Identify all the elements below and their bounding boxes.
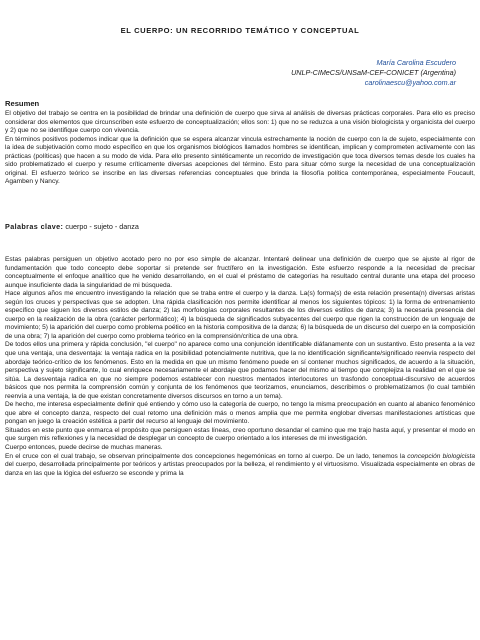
keywords-label: Palabras clave: [5,222,64,231]
emphasis-text: concepción biologicista [407,452,475,460]
abstract-body [5,110,475,187]
body-paragraph: Cuerpo entonces, puede decirse de muchas maneras. [5,444,163,452]
body-paragraph: Hace algunos años me encuentro investigando la relación que se traba entre el cuerpo y la danza. La(s) forma(s) de esta relación presenta(n) diversas aristas según los cruces y perspectivas que se adopten. Una rápida clasificación nos permite identificar al menos los siguientes tópicos: 1) la forma de entrenamiento específico que siguen los diversos estilos de danza; 2) las morfologías corporales resultantes de los diversos estilos de danza; 3) la necesaria presencia del cuerpo en la realización de la obra (carácter performático); 4) la búsqueda de significados subyacentes del cuerpo que rigen la construcción de un lenguaje de movimiento; 5) la aparición del cuerpo como problema poético en la historia compositiva de la danza; 6) la búsqueda de un discurso del cuerpo en la composición de una obra; 7) la aparición del cuerpo como problema teórico en la comprensión/crítica de una obra. [5,290,475,340]
keywords-values: cuerpo - sujeto - danza [65,222,139,231]
keywords-line [5,222,139,231]
body-text: En el cruce con el cual trabajo, se observan principalmente dos concepciones hegemónicas en torno al cuerpo. De un lado, tenemos la [5,452,408,460]
body-paragraph: Situados en este punto que enmarca el propósito que persiguen estas líneas, creo oportuno desandar el camino que me trajo hasta aquí, y presentar el modo en que surgen mis reflexiones y la necesidad de desplegar un concepto de cuerpo orientado a los intereses de mi investigación. [5,426,475,443]
author-affiliation: UNLP-CIMeCS/UNSaM-CEF-CONICET (Argentina) [291,68,456,77]
body-paragraph: Estas palabras persiguen un objetivo acotado pero no por eso simple de alcanzar. Intentaré delinear una definición de cuerpo que se ajuste al rigor de fundamentación que todo concepto debe soportar si pretende ser fructífero en la investigación. Este esfuerzo responde a la necesidad de precisar conceptualmente el enfoque analítico que he venido desarrollando, en el cual el préstamo de categorías ha resultado central durante una etapa del proceso aunque insuficiente dada la singularidad de mi búsqueda. [5,256,475,289]
paper-title: EL CUERPO: UN RECORRIDO TEMÁTICO Y CONCEPTUAL [120,26,360,35]
body-paragraph: De hecho, me interesa especialmente definir qué entiendo y cómo uso la categoría de cuerpo, no tengo la misma preocupación en cuanto al abanico fenoménico que abre el concepto danza, respecto del cual retomo una definición más o menos amplia que me permita englobar diversas manifestaciones artísticas que pongan en juego la creación estética a partir del recurso al lenguaje del movimiento. [5,401,475,426]
author-email[interactable]: carolinaescu@yahoo.com.ar [364,78,456,87]
abstract-paragraph: El objetivo del trabajo se centra en la posibilidad de brindar una definición de cuerpo que sirva al análisis de diversas prácticas corporales. Para ello es preciso considerar dos elementos que circunscriben este esfuerzo de conceptualización; ellos son: 1) que no se reduzca a una visión biologicista y organicista del cuerpo y 2) que no se identifique cuerpo con vivencia. [5,110,475,135]
body-paragraph: De todos ellos una primera y rápida conclusión, "el cuerpo" no aparece como una conjunción identificable diáfanamente con un sustantivo. Esto presenta a la vez que una ventaja, una desventaja: la ventaja radica en la posibilidad potencialmente nutritiva, que la no identificación significante/significado reenvía respecto del abordaje teórico-crítico de los fenómenos. Esto en la medida en que un mismo fenómeno puede en sí contener muchos significados, de acuerdo a la situación, perspectiva y sujeto significante, lo cual enriquece necesariamente el abordaje que podamos hacer del mismo al tiempo que complejiza la realidad en el que se sitúa. La desventaja radica en que no siempre podemos establecer con nuestros mentados interlocutores un trasfondo conceptual-discursivo de acuerdos básicos que nos permita la comprensión común y conjunta de los fenómenos que teorizamos, enunciamos, describimos o problematizamos (lo cual también reenvía a una ventaja, la de que existan concretamente diversos discursos en torno a un tema). [5,341,475,400]
author-name: María Carolina Escudero [376,58,456,67]
abstract-heading: Resumen [5,99,40,108]
main-body [5,256,475,478]
abstract-paragraph: En términos positivos podemos indicar que la definición que se espera alcanzar vincula estrechamente la noción de cuerpo con la de sujeto, especialmente con la idea de subjetivación como modo específico en que los organismos biológicos llamados hombres se identifican, implican y comprometen activamente con las prácticas (políticas) que hacen a su modo de vida. Para ello presento sintéticamente un recorrido de investigación que toca diversos temas desde los cuales ha sido problematizado el cuerpo y resume críticamente diversas acepciones del término. Esto para situar cómo surge la necesidad de una conceptualización original. El esfuerzo teórico se inscribe en las diversas referencias conceptuales que brinda la filosofía política contemporánea, especialmente Foucault, Agamben y Nancy. [5,135,475,186]
body-paragraph [5,453,475,479]
body-text: del cuerpo, desarrollada principalmente por teóricos y artistas preocupados por la belleza, el rendimiento y el virtuosismo. Visualizada especialmente en obras de danza en las que la lógica del esfuerzo se esconde y prima la [5,461,475,477]
